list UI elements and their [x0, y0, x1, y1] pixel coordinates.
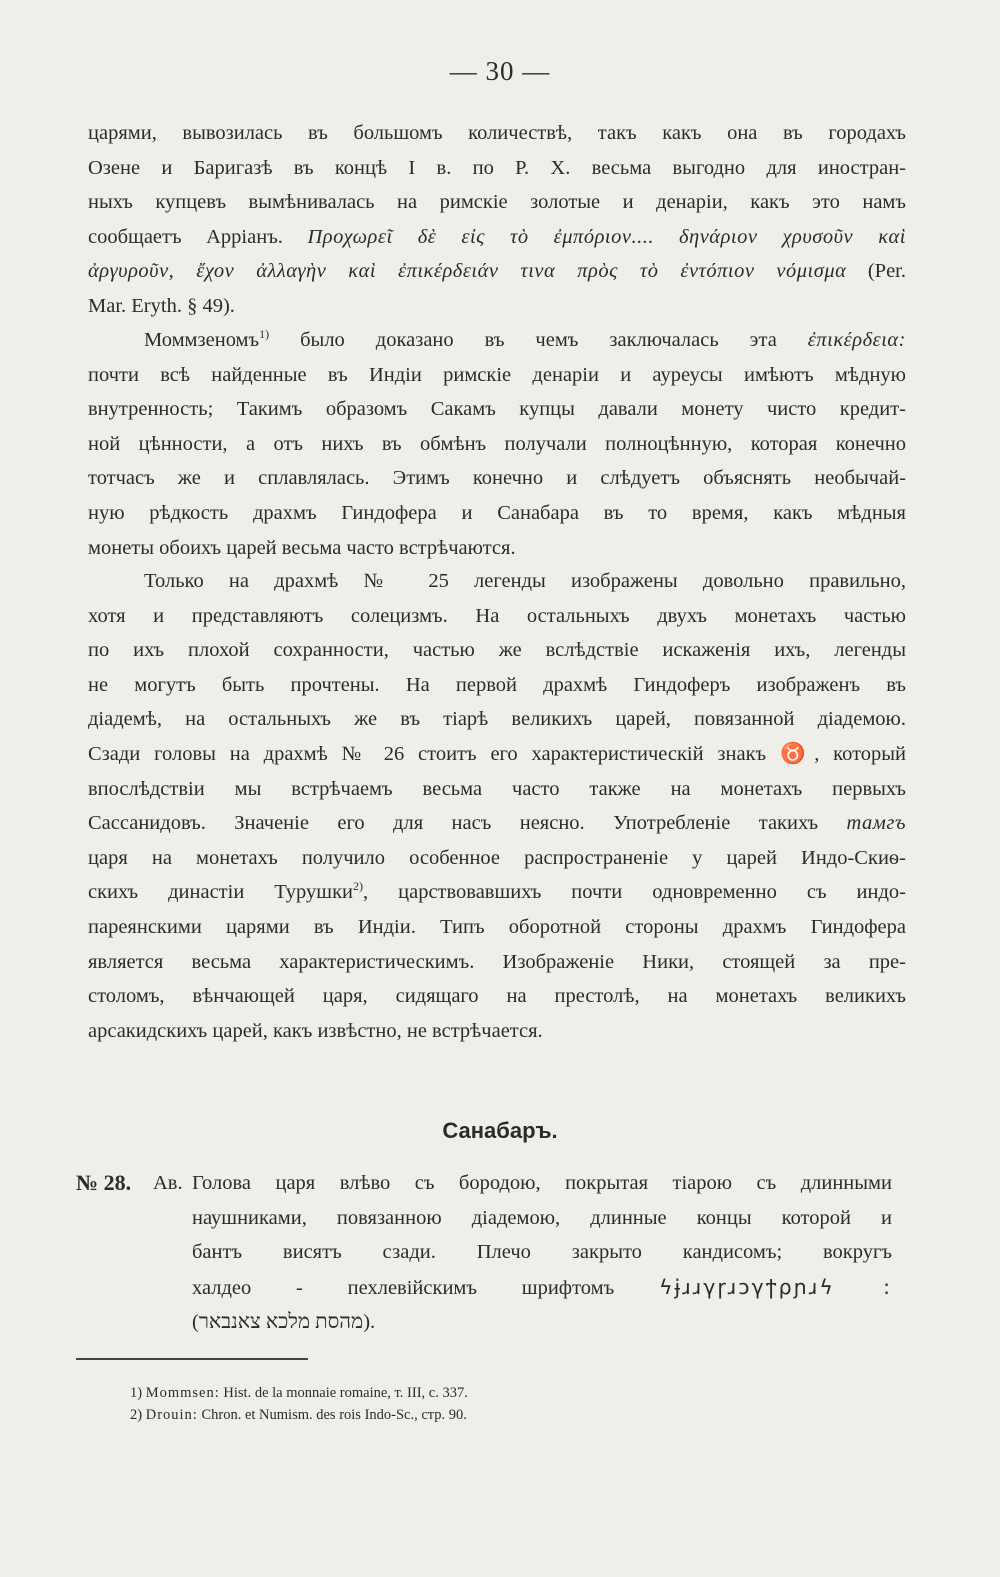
text-line-with-greek [88, 220, 906, 255]
text-line: царями, вывозилась въ большомъ количествѣ, такъ какъ она въ городахъ [88, 122, 906, 144]
text-fragment: , царствовавшихъ почти одновременно съ индо- [363, 881, 906, 904]
paragraph-2 [88, 323, 906, 565]
hebrew-transcription: (מהסת מלכא צאנבאר). [192, 1311, 376, 1334]
greek-quote: Προχωρεῖ δὲ εἰς τὸ ἐμπόριον.... δηνάριον χρυσοῦν καὶ [307, 225, 907, 248]
text-line: наушниками, повязанною діадемою, длинные концы которой и [192, 1206, 892, 1229]
text-line: пареянскими царями въ Индіи. Типъ оборотной стороны драхмъ Гиндофера [88, 915, 906, 938]
footnotes [130, 1382, 468, 1426]
text-line: столомъ, вѣнчающей царя, сидящаго на престолѣ, на монетахъ великихъ [88, 985, 906, 1008]
text-line: ныхъ купцевъ вымѣнивалась на римскіе золотые и денаріи, какъ это намъ [88, 191, 906, 214]
footnote-text: Hist. de la monnaie romaine, т. III, с. 337. [223, 1385, 468, 1401]
text-fragment: Моммзеномъ [144, 329, 260, 351]
text-line: хотя и представляютъ солецизмъ. На остальныхъ двухъ монетахъ частью [88, 604, 906, 627]
text-line: Озене и Баригазѣ въ концѣ I в. по Р. Х. весьма выгодно для иностран- [88, 156, 906, 179]
text-fragment: Сассанидовъ. Значеніе его для насъ неясно. Употребленіе такихъ [88, 812, 819, 835]
greek-quote: ἀργυροῦν, ἔχον ἀλλαγὴν καὶ ἐπικέρδειάν τινα πρὸς τὸ ἐντόπιον νόμισμα [88, 260, 847, 283]
footnote-text: Chron. et Numism. des rois Indo-Sc., стр. 90. [201, 1407, 467, 1423]
text-line: почти всѣ найденные въ Индіи римскіе денаріи и ауреусы имѣютъ мѣдную [88, 363, 906, 386]
text-fragment: сообщаетъ Арріанъ. [88, 225, 283, 248]
text-fragment: было доказано въ чемъ заключалась эта [300, 329, 777, 351]
text-line: арсакидскихъ царей, какъ извѣстно, не встрѣчается. [88, 1019, 543, 1042]
text-line: является весьма характеристическимъ. Изображеніе Ники, стоящей за пре- [88, 950, 906, 973]
text-line: Mar. Eryth. § 49). [88, 294, 235, 317]
text-line-with-footnote [88, 875, 906, 910]
footnote-author: Mommsen: [145, 1385, 220, 1401]
text-fragment: скихъ династіи Турушки [88, 881, 353, 904]
footnote-ref: 2) [353, 879, 363, 894]
text-line: по ихъ плохой сохранности, частью же вслѣдствіе искаженія ихъ, легенды [88, 639, 906, 662]
footnote-separator [76, 1358, 308, 1360]
text-line-with-footnote [88, 323, 906, 358]
text-line: Сзади головы на драхмѣ № 26 стоитъ его характеристическій знакъ ♉, который [88, 742, 906, 765]
footnote-ref: 1) [259, 327, 270, 342]
text-line: внутренность; Такимъ образомъ Сакамъ купцы давали монету чисто кредит- [88, 398, 906, 421]
text-line-with-greek [88, 254, 906, 289]
footnote-marker: 1) [130, 1385, 143, 1401]
section-title: Санабаръ. [442, 1118, 558, 1143]
text-line: царя на монетахъ получило особенное распространеніе у царей Индо-Скиѳ- [88, 846, 906, 869]
footnote [130, 1404, 468, 1426]
text-fragment: халдео - пехлевійскимъ шрифтомъ [192, 1276, 615, 1299]
footnote-author: Drouin: [145, 1407, 198, 1423]
text-line: діадемѣ, на остальныхъ же въ тіарѣ великихъ царей, повязанной діадемою. [88, 708, 906, 731]
paragraph-1 [88, 116, 906, 324]
text-line: ной цѣнности, а отъ нихъ въ обмѣнъ получали полноцѣнную, которая конечно [88, 432, 906, 455]
text-line: не могутъ быть прочтены. На первой драхмѣ Гиндоферъ изображенъ въ [88, 673, 906, 696]
footnote-marker: 2) [130, 1407, 143, 1423]
greek-word: ἐπικέρδεια: [807, 329, 906, 351]
pahlavi-legend: ϟɉɹɹγɼɹɔγϯρɲɹϟ : [659, 1274, 892, 1299]
text-line: тотчасъ же и сплавлялась. Этимъ конечно и слѣдуетъ объяснять необычай- [88, 467, 906, 490]
entry-description [192, 1166, 892, 1340]
text-line: монеты обоихъ царей весьма часто встрѣчаются. [88, 536, 516, 559]
text-line: Только на драхмѣ № 25 легенды изображены довольно правильно, [144, 570, 906, 592]
paragraph-3 [88, 564, 906, 1048]
text-line: впослѣдствіи мы встрѣчаемъ весьма часто также на монетахъ первыхъ [88, 777, 906, 800]
italic-word: тамгъ [846, 812, 906, 835]
text-fragment: (Per. [867, 260, 906, 283]
page-number: — 30 — [449, 56, 551, 86]
text-line: Голова царя влѣво съ бородою, покрытая тіарою съ длинными [192, 1172, 892, 1194]
text-line: ную рѣдкость драхмъ Гиндофера и Санабара въ то время, какъ мѣдныя [88, 501, 906, 524]
footnote [130, 1382, 468, 1404]
entry-number: № 28. [76, 1170, 132, 1195]
entry-side-abbr: Ав. [153, 1172, 183, 1194]
text-line-with-italic [88, 806, 906, 841]
text-line-with-script [192, 1270, 892, 1306]
text-line: бантъ висятъ сзади. Плечо закрыто кандисомъ; вокругъ [192, 1241, 892, 1264]
